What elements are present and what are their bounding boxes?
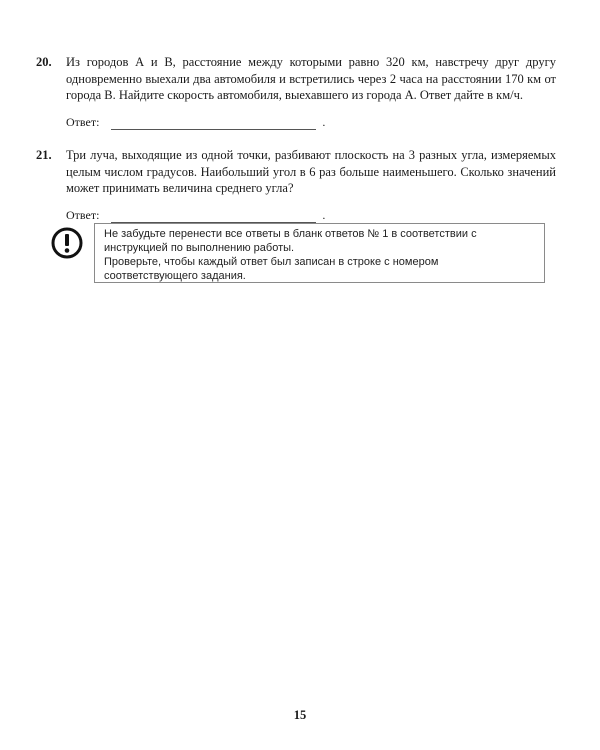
task-text: Из городов А и В, расстояние между которыми равно 320 км, навстречу друг другу одновременно выехали два автомобиля и встретились через 2 часа на расстоянии 170 км от города В. Найдите скорость автомобиля, выехавшего из города А. Ответ дайте в км/ч. xyxy=(66,55,556,102)
answer-period: . xyxy=(322,114,326,129)
answer-field[interactable] xyxy=(111,117,316,130)
task-number: 20. xyxy=(36,55,52,69)
task-21 xyxy=(36,147,556,223)
answer-label: Ответ: xyxy=(66,114,100,129)
task-20 xyxy=(36,54,556,130)
answer-field[interactable] xyxy=(111,210,316,223)
answer-label: Ответ: xyxy=(66,207,100,222)
task-text: Три луча, выходящие из одной точки, разбивают плоскость на 3 разных угла, измеряемых целым числом градусов. Наибольший угол в 6 раз больше наименьшего. Сколько значений может принимать величина среднего угла? xyxy=(66,148,556,195)
page-number: 15 xyxy=(293,708,307,722)
notice-box xyxy=(94,223,545,283)
answer-row xyxy=(66,114,556,130)
exclamation-circle-icon xyxy=(51,227,83,259)
notice-line-1: Не забудьте перенести все ответы в бланк ответов № 1 в соответствии с инструкцией по выполнению работы. xyxy=(104,228,477,254)
answer-period: . xyxy=(322,207,326,222)
answer-row xyxy=(66,207,556,223)
task-number: 21. xyxy=(36,148,52,162)
notice-line-2: Проверьте, чтобы каждый ответ был записан в строке с номером соответствующего задания. xyxy=(104,256,439,282)
